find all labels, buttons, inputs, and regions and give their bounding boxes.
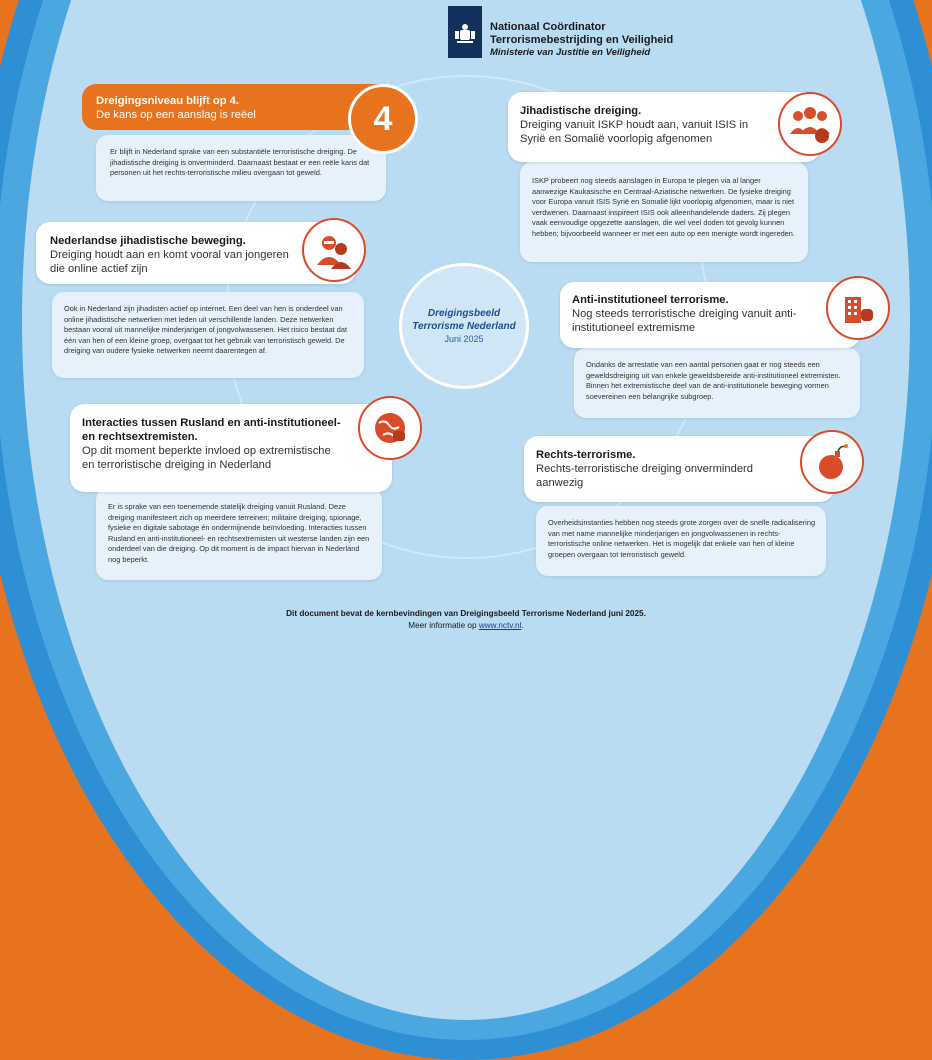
anti-inst-title: Anti-institutioneel terrorisme.: [572, 294, 729, 306]
russia-subtitle: Op dit moment beperkte invloed op extremistische en terroristische dreiging in Nederland: [82, 445, 331, 471]
bomb-icon: [800, 430, 864, 494]
jihad-nl-body-text: Ook in Nederland zijn jihadisten actief op internet. Een deel van hen is onderdeel van online jihadistische netwerken met leden uit verschillende landen. Deze netwerken bestaan vooral uit mannelijke minderjarigen of jongvolwassenen. Het risico bestaat dat één van hen of een kleine groep, overgaat tot het gebruik van terroristisch geweld. De dreiging van oudere fysieke netwerken neemt daarentegen af.: [64, 304, 348, 356]
footer-prefix: Meer informatie op: [408, 621, 479, 630]
right-subtitle: Rechts-terroristische dreiging onverminderd aanwezig: [536, 463, 754, 489]
jihad-int-body-text: ISKP probeert nog steeds aanslagen in Europa te plegen via al langer aanwezige Kaukasische en Centraal-Aziatische netwerken. De fysieke dreiging voor Europa vanuit ISIS Syrië en Somalië lijkt voorlopig afgenomen, maar is niet verdwenen. Daarnaast inspireert ISIS ook alleenhandelende daders. Zij plegen vaak eenvoudige opgezette aanslagen, die wel veel doden tot gevolg kunnen hebben; bijvoorbeeld wanneer er met een auto op een menigte wordt ingereden.: [532, 176, 795, 238]
center-title-circle: [399, 263, 529, 389]
anti-inst-subtitle: Nog steeds terroristische dreiging vanuit anti-institutioneel extremisme: [572, 308, 797, 334]
level-body-text: Er blijft in Nederland sprake van een substantiële terroristische dreiging. De jihadistische dreiging is onverminderd. Daarnaast bestaat er een reële kans dat personen uit het rechts-terroristische milieu overgaan tot geweld.: [110, 147, 370, 178]
footer-text: Dit document bevat de kernbevindingen van Dreigingsbeeld Terrorisme Nederland juni 2025.: [286, 609, 646, 618]
level-card-header: [82, 84, 394, 130]
center-date: Juni 2025: [444, 333, 484, 344]
globe-hand-icon: [358, 396, 422, 460]
anti-inst-body-text: Ondanks de arrestatie van een aantal personen gaat er nog steeds een geweldsdreiging uit van enkele geweldsbereide anti-institutioneel extremisten. Binnen het extremistische deel van de anti-institutionele beweging vormen soevereinen een belangrijke subgroep.: [586, 360, 841, 401]
header: [448, 6, 748, 58]
group-globe-icon: [778, 92, 842, 156]
threat-level-badge: [348, 84, 418, 154]
jihad-nl-card-body: [52, 292, 364, 378]
ministry-name: Ministerie van Justitie en Veiligheid: [490, 47, 651, 58]
level-card-body: [96, 135, 386, 201]
level-title: Dreigingsniveau blijft op 4.: [96, 95, 239, 107]
jihad-int-card-header: [508, 92, 820, 162]
jihad-int-card-body: [520, 162, 808, 262]
russia-card-header: [70, 404, 392, 492]
center-title-1: Dreigingsbeeld: [427, 307, 501, 319]
masked-persons-icon: [302, 218, 366, 282]
russia-title: Interacties tussen Rusland en anti-institutioneel- en rechtsextremisten.: [82, 417, 341, 443]
russia-body-text: Er is sprake van een toenemende statelijk dreiging vanuit Rusland. Deze dreiging manifesteert zich op meerdere terreinen; militaire dreiging, spionage, fysieke en digitale sabotage én ondermijnende beïnvloeding. Interacties tussen Rusland en anti-institutioneel- en rechtsextremisten uit westerse landen zijn een onderdeel van die dreiging. Op dit moment is de impact hiervan in Nederland nog beperkt.: [108, 502, 370, 564]
nctv-link[interactable]: www.nctv.nl: [478, 621, 522, 630]
building-fist-icon: [826, 276, 890, 340]
right-body-text: Overheidsinstanties hebben nog steeds grote zorgen over de snelle radicalisering van met name mannelijke minderjarigen en jongvolwassenen in rechts-terroristische online netwerken. Het is mogelijk dat enkele van hen of kleine groepen overgaan tot terroristisch geweld.: [548, 518, 816, 559]
footer-info: [0, 621, 932, 630]
right-title: Rechts-terrorisme.: [536, 449, 636, 461]
organisation-name: Nationaal Coördinator: [490, 21, 606, 33]
anti-inst-card-header: [560, 282, 860, 348]
threat-level-number: 4: [373, 99, 393, 138]
jihad-nl-title: Nederlandse jihadistische beweging.: [50, 235, 246, 247]
level-subtitle: De kans op een aanslag is reëel: [96, 109, 256, 121]
anti-inst-card-body: [574, 348, 860, 418]
right-card-body: [536, 506, 826, 576]
organisation-name-2: Terrorismebestrijding en Veiligheid: [490, 34, 674, 46]
russia-card-body: [96, 488, 382, 580]
jihad-int-subtitle: Dreiging vanuit ISKP houdt aan, vanuit ISIS in Syrië en Somalië voorlopig afgenomen: [520, 119, 749, 145]
right-card-header: [524, 436, 834, 502]
rijkslogo-icon: [448, 6, 482, 58]
jihad-nl-subtitle: Dreiging houdt aan en komt vooral van jongeren die online actief zijn: [50, 249, 289, 275]
center-title-2: Terrorisme Nederland: [412, 320, 516, 332]
footer-suffix: .: [521, 621, 524, 630]
jihad-int-title: Jihadistische dreiging.: [520, 105, 642, 117]
